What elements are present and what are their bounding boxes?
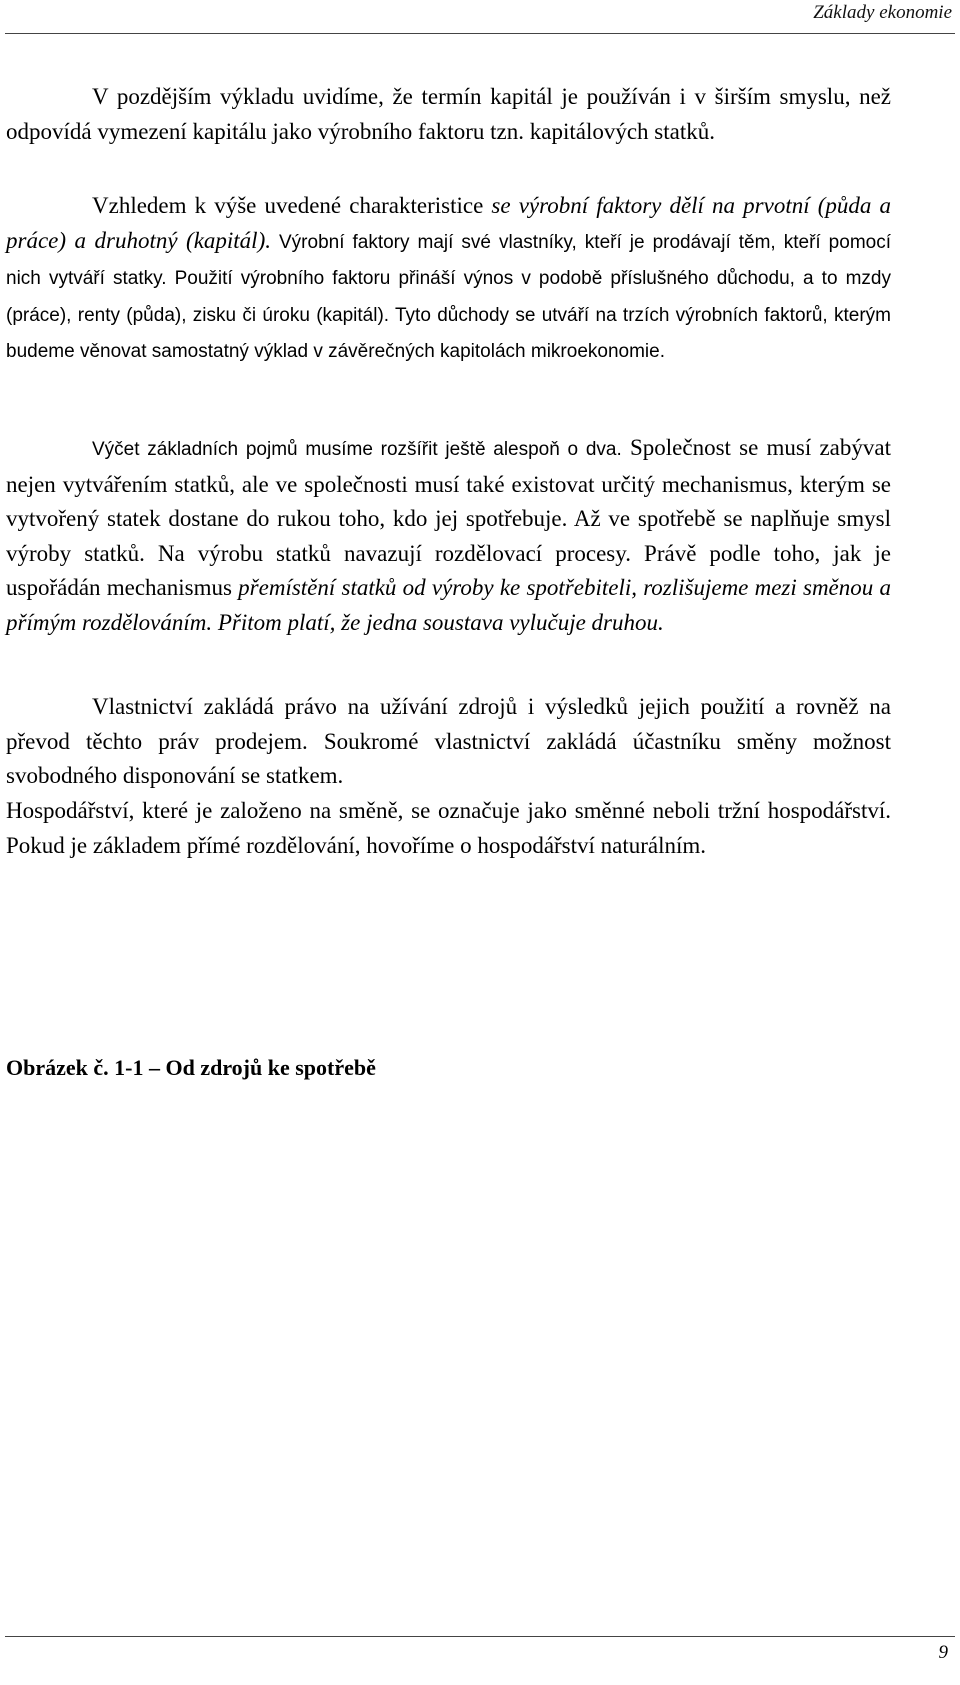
paragraph-capital-usage	[6, 80, 891, 149]
paragraph-text	[6, 189, 891, 370]
header-rule	[5, 33, 955, 34]
text-span: Společnost se musí zabývat nejen vytvářením statků, ale ve společnosti musí také existovat určitý mechanismus, kterým se vytvořený statek dostane do rukou toho, kdo jej spotřebuje. Až ve spotřebě se naplňuje smysl výroby statků. Na výrobu statků navazují rozdělovací procesy. Právě podle toho, jak je uspořádán mechanismus	[6, 435, 891, 601]
paragraph-economy-types	[6, 794, 891, 863]
paragraph-text	[6, 431, 891, 641]
text-span: Výčet základních pojmů musíme rozšířit ještě alespoň o dva.	[92, 439, 622, 460]
text-span: Vzhledem k výše uvedené charakteristice	[92, 193, 492, 218]
footer-rule	[5, 1636, 955, 1637]
emphasis-span: přemístění statků od výroby ke spotřebiteli, rozlišujeme mezi směnou a přímým rozdělováním. Přitom platí, že jedna soustava vylučuje druhou.	[6, 575, 891, 635]
emphasis-span: se výrobní faktory dělí na prvotní (půda a práce) a druhotný (kapitál).	[6, 193, 891, 253]
figure-caption: Obrázek č. 1-1 – Od zdrojů ke spotřebě	[6, 1055, 376, 1080]
paragraph-text: Hospodářství, které je založeno na směně, se označuje jako směnné neboli tržní hospodářství. Pokud je základem přímé rozdělování, hovoříme o hospodářství naturálním.	[6, 798, 891, 858]
paragraph-ownership	[6, 690, 891, 794]
page-number: 9	[938, 1642, 948, 1663]
paragraph-text: V pozdějším výkladu uvidíme, že termín kapitál je používán i v širším smyslu, než odpovídá vymezení kapitálu jako výrobního faktoru tzn. kapitálových statků.	[6, 84, 891, 144]
paragraph-distribution	[6, 431, 891, 641]
paragraph-factor-classification	[6, 189, 891, 370]
text-span: Výrobní faktory mají své vlastníky, kteří je prodávají těm, kteří pomocí nich vytváří statky. Použití výrobního faktoru přináší výnos v podobě příslušného důchodu, a to mzdy (práce), renty (půda), zisku či úroku (kapitál). Tyto důchody se utváří na trzích výrobních faktorů, kterým budeme věnovat samostatný výklad v závěrečných kapitolách mikroekonomie.	[6, 231, 891, 363]
paragraph-text: Vlastnictví zakládá právo na užívání zdrojů i výsledků jejich použití a rovněž na převod těchto práv prodejem. Soukromé vlastnictví zakládá účastníku směny možnost svobodného disponování se statkem.	[6, 694, 891, 789]
running-header: Základy ekonomie	[813, 2, 952, 23]
